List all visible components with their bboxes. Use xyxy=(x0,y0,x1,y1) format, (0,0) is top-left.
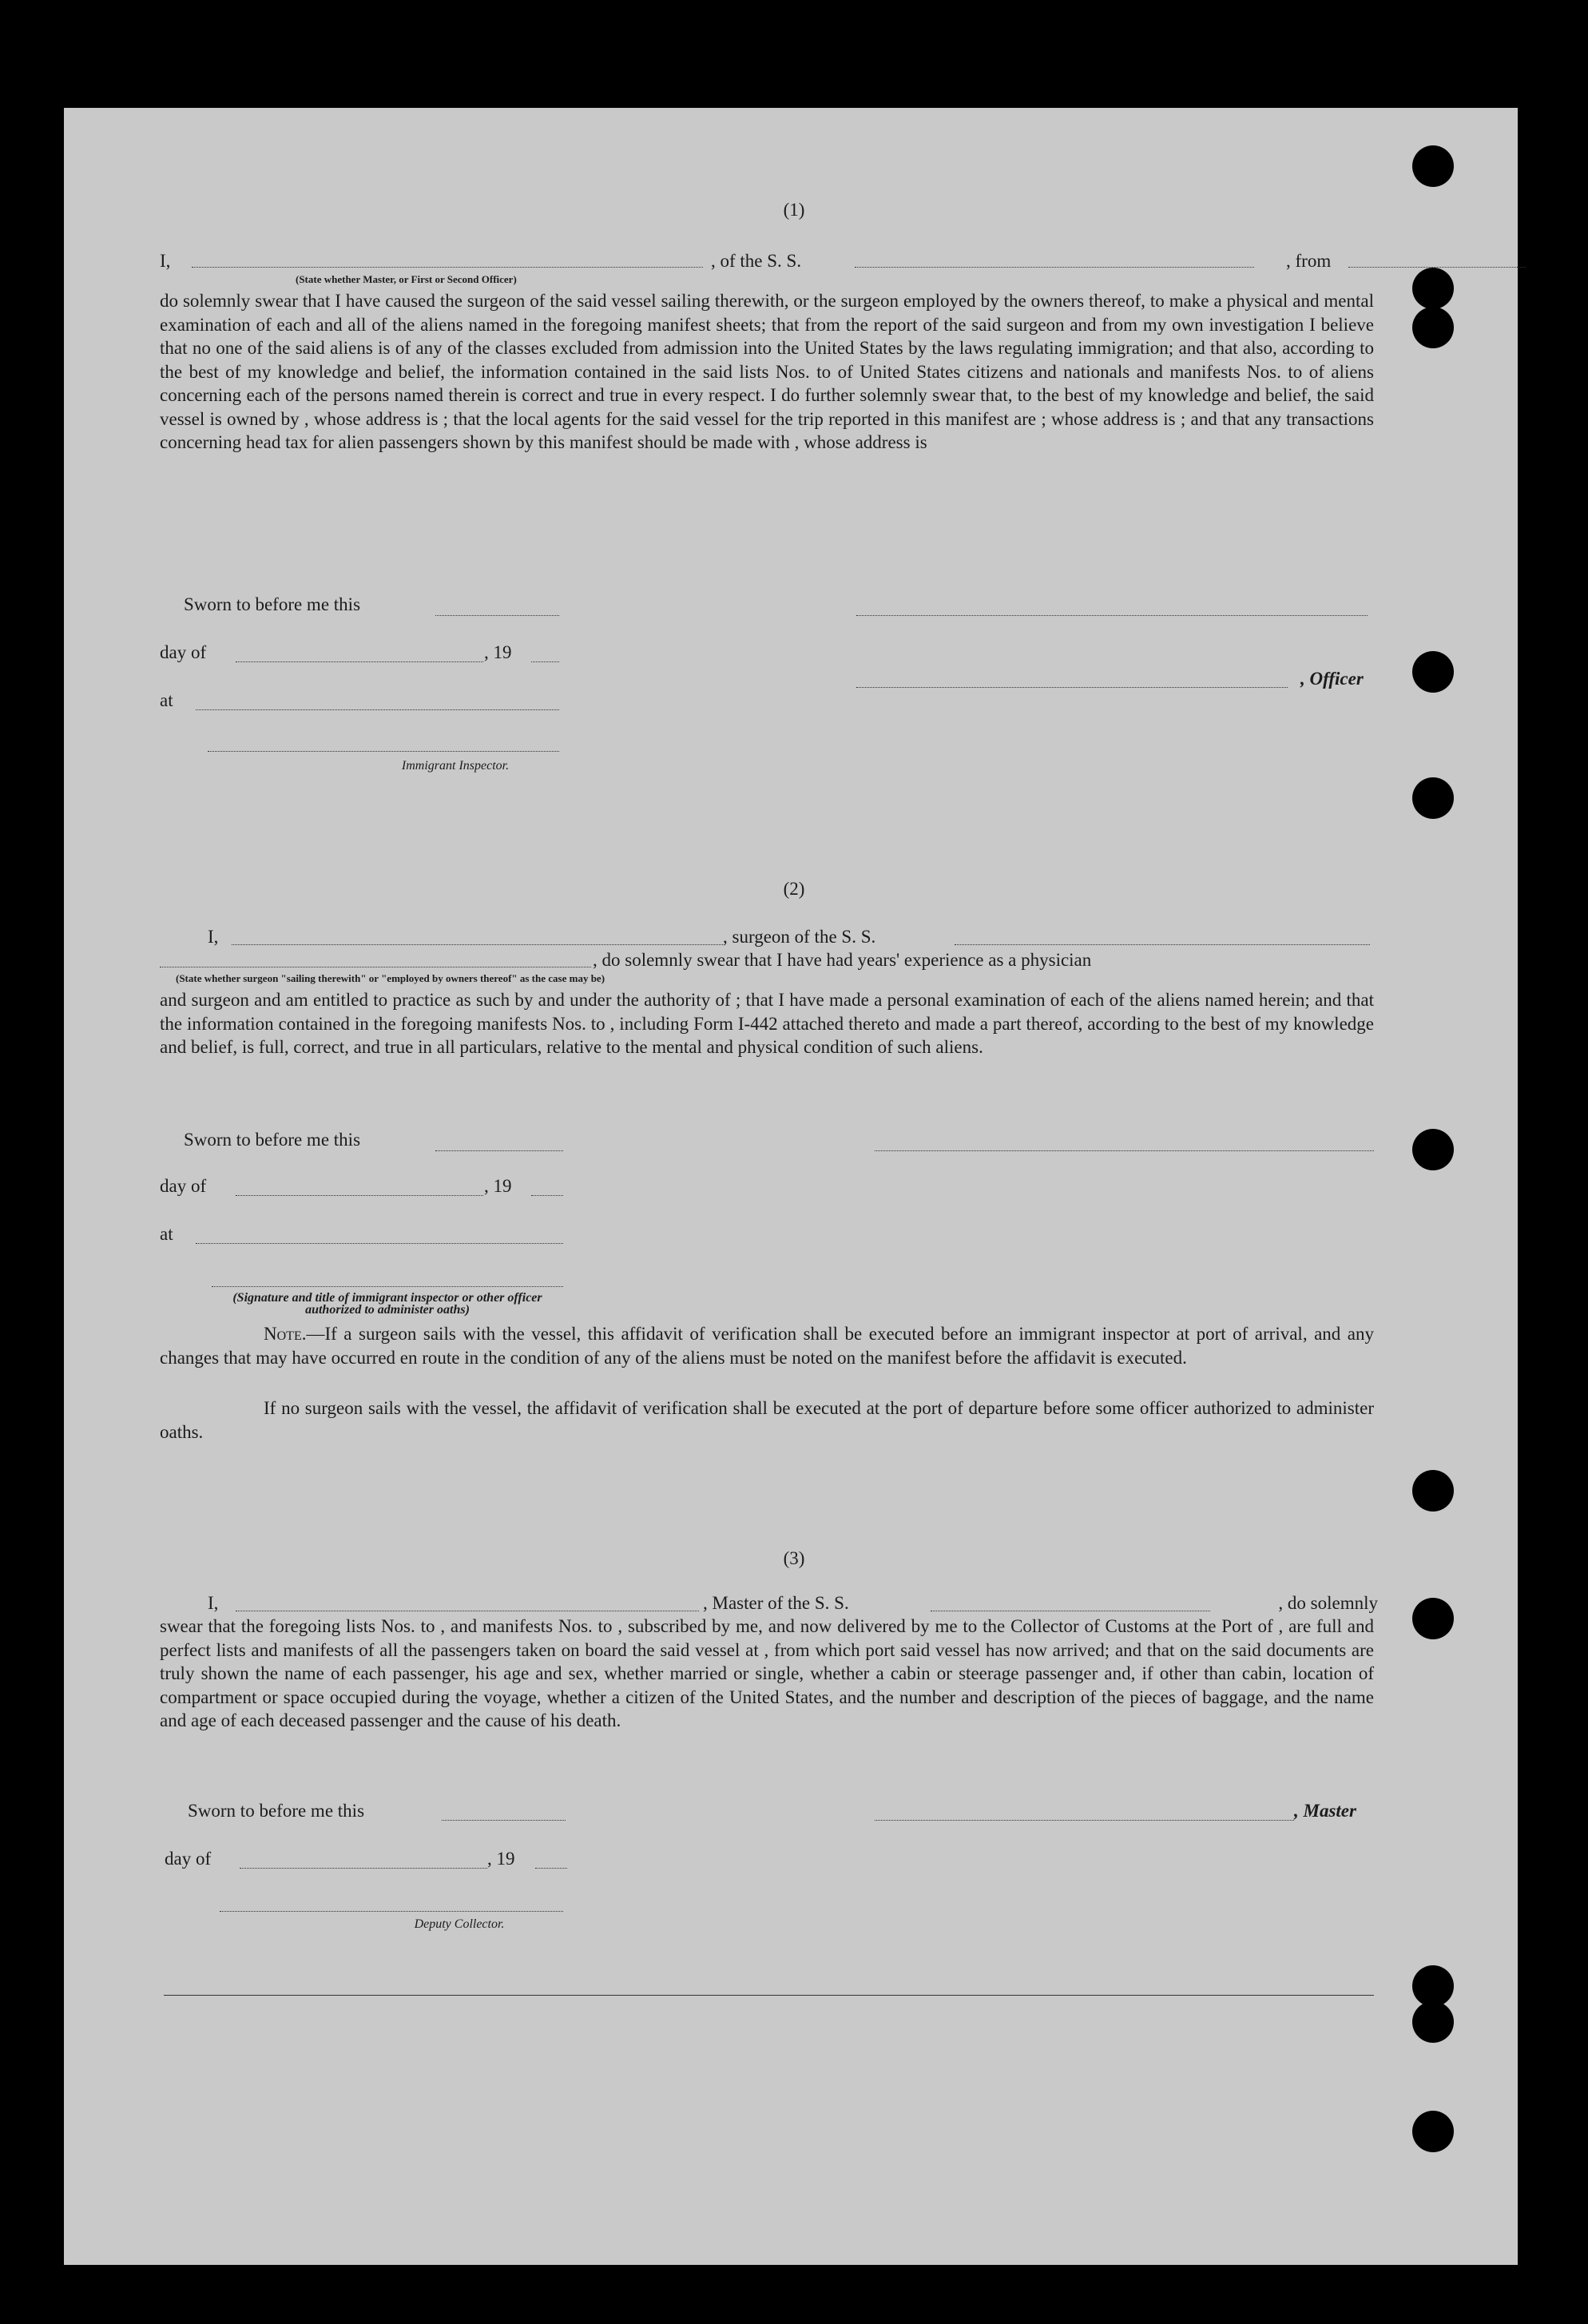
master-label: , Master xyxy=(1294,1801,1356,1821)
punch-hole xyxy=(1412,651,1454,693)
section1-header-line xyxy=(160,249,1374,273)
of-ss-label: , of the S. S. xyxy=(711,251,802,271)
day-label: day of xyxy=(160,642,207,662)
signature-line xyxy=(875,1150,1374,1151)
note-label: Note. xyxy=(264,1324,307,1344)
sworn-label: Sworn to before me this xyxy=(184,1130,361,1150)
punch-hole xyxy=(1412,777,1454,819)
master-of-label: , Master of the S. S. xyxy=(703,1593,849,1613)
sworn-line xyxy=(184,593,663,617)
note-text: —If a surgeon sails with the vessel, this affidavit of verification shall be executed before an immigrant inspector at port of arrival, and any changes that may have occurred en route in the condition of any of the aliens must be noted on the manifest before the affidavit is executed. xyxy=(160,1324,1374,1368)
intro-I: I, xyxy=(208,927,219,947)
punch-hole xyxy=(1412,1129,1454,1170)
small-note: (State whether surgeon "sailing therewith" or "employed by owners thereof" as the case may be) xyxy=(176,972,605,984)
fill-line xyxy=(535,1868,567,1869)
fill-line xyxy=(955,944,1370,945)
punch-hole xyxy=(1412,1470,1454,1512)
small-note: (State whether Master, or First or Second Officer) xyxy=(296,273,517,285)
solemnly-label: , do solemnly xyxy=(1278,1593,1378,1613)
fill-line xyxy=(240,1868,487,1869)
fill-line xyxy=(442,1820,566,1821)
fill-line xyxy=(1348,267,1526,268)
note-paragraph xyxy=(160,1322,1374,1369)
signature-line xyxy=(220,1911,563,1912)
punch-hole xyxy=(1412,307,1454,348)
surgeon-of-label: , surgeon of the S. S. xyxy=(723,927,876,947)
signature-line xyxy=(212,1286,563,1287)
bottom-rule xyxy=(164,1995,1374,1996)
punch-hole xyxy=(1412,268,1454,309)
signature-caption: (Signature and title of immigrant inspector or other officer authorized to administer oaths) xyxy=(232,1291,542,1317)
section2-paragraph: and surgeon and am entitled to practice as such by and under the authority of ; that I have made a personal examination of each of the aliens named herein; and that the information contained in the foregoing manifests Nos. to , including Form I-442 attached thereto and made a part thereof, according to the best of my knowledge and belief, is full, correct, and true in all particulars, relative to the mental and physical condition of such aliens. xyxy=(160,990,1374,1057)
sworn-label: Sworn to before me this xyxy=(188,1801,365,1821)
signature-line xyxy=(208,751,559,752)
sworn-label: Sworn to before me this xyxy=(184,594,361,614)
fill-line xyxy=(232,944,723,945)
intro-I: I, xyxy=(160,251,171,271)
fill-line xyxy=(196,1243,563,1244)
fill-line xyxy=(531,661,559,662)
fill-line xyxy=(531,1195,563,1196)
section-number: (2) xyxy=(783,879,805,899)
experience-line: , do solemnly swear that I have had years' experience as a physician xyxy=(593,950,1092,970)
day-label: day of xyxy=(165,1849,212,1869)
fill-line xyxy=(236,1195,483,1196)
punch-hole xyxy=(1412,1598,1454,1639)
fill-line xyxy=(236,661,483,662)
punch-hole xyxy=(1412,2001,1454,2043)
section-number: (1) xyxy=(783,200,805,220)
year-label: , 19 xyxy=(487,1849,515,1869)
year-label: , 19 xyxy=(484,1176,512,1196)
punch-hole xyxy=(1412,2111,1454,2152)
signature-line xyxy=(856,687,1288,688)
officer-label: , Officer xyxy=(1300,669,1364,689)
section-number: (3) xyxy=(783,1548,805,1568)
section3-paragraph: swear that the foregoing lists Nos. to , and manifests Nos. to , subscribed by me, and now delivered by me to the Collector of Customs at the Port of , are full and perfect lists and manifests of all the passengers taken on board the said vessel at , from which port said vessel has now arrived; and that on the said documents are truly shown the name of each passenger, his age and sex, whether married or single, whether a cabin or steerage passenger and, if other than cabin, location of compartment or space occupied during the voyage, whether a citizen of the United States, and the number and description of the pieces of baggage, and the name and age of each deceased passenger and the cause of his death. xyxy=(160,1616,1374,1730)
fill-line xyxy=(855,267,1254,268)
fill-line xyxy=(435,615,559,616)
collector-caption: Deputy Collector. xyxy=(414,1917,505,1931)
fill-line xyxy=(192,267,703,268)
note-paragraph-2: If no surgeon sails with the vessel, the affidavit of verification shall be executed at the port of departure before some officer authorized to administer oaths. xyxy=(160,1398,1374,1442)
fill-line xyxy=(435,1150,563,1151)
signature-line xyxy=(856,615,1368,616)
section1-paragraph: do solemnly swear that I have caused the surgeon of the said vessel sailing therewith, or the surgeon employed by the owners thereof, to make a physical and mental examination of each and all of the aliens named in the foregoing manifest sheets; that from the report of the said surgeon and from my own investigation I believe that no one of the said aliens is of any of the classes excluded from admission into the United States by the laws regulating immigration; and that also, according to the best of my knowledge and belief, the information contained in the said lists Nos. to of United States citizens and nationals and manifests Nos. to of aliens concerning each of the persons named therein is correct and true in every respect. I do further solemnly swear that, to the best of my knowledge and belief, the said vessel is owned by , whose address is ; that the local agents for the said vessel for the trip reported in this manifest are ; whose address is ; and that any transactions concerning head tax for alien passengers shown by this manifest should be made with , whose address is xyxy=(160,291,1374,452)
at-label: at xyxy=(160,1224,173,1244)
fill-line xyxy=(196,709,559,710)
from-label: , from xyxy=(1286,251,1332,271)
punch-hole xyxy=(1412,145,1454,187)
day-label: day of xyxy=(160,1176,207,1196)
signature-line xyxy=(875,1820,1294,1821)
intro-I: I, xyxy=(208,1593,219,1613)
year-label: , 19 xyxy=(484,642,512,662)
at-label: at xyxy=(160,690,173,710)
inspector-caption: Immigrant Inspector. xyxy=(401,759,510,773)
